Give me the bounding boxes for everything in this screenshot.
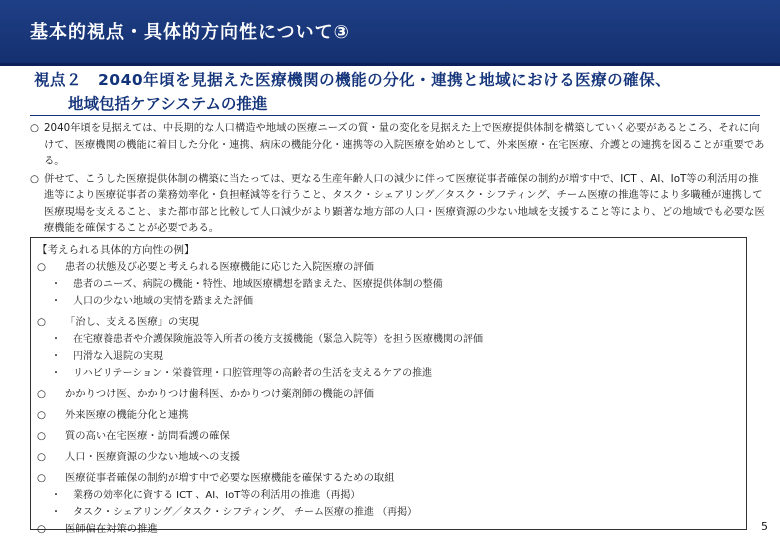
direction-item-text: 外来医療の機能分化と連携 <box>65 409 189 421</box>
intro-paragraph <box>30 120 765 170</box>
directions-box <box>30 237 747 535</box>
intro-section <box>30 120 765 238</box>
direction-item <box>37 407 740 424</box>
direction-sub-item <box>37 365 740 382</box>
direction-item-text: 人口・医療資源の少ない地域への支援 <box>65 451 241 463</box>
sub-bullet-marker: ・ <box>51 368 61 379</box>
direction-sub-item <box>37 504 740 521</box>
direction-item <box>37 386 740 403</box>
intro-paragraph-text: 併せて、こうした医療提供体制の構築に当たっては、更なる生産年齢人口の減少に伴って医療従事者確保の制約が増す中で、ICT 、AI、IoT等の利活用の推進等により医療従事者の業務効率化・負担軽減等を行うこと、タスク・シェアリング／タスク・シフティング、チーム医療の推進等により多職種が連携して医療現場を支えること、また都市部と比較して人口減少がより顕著な地方部の人口・医療資源の少ない地域を支援すること等により、どの地域でも必要な医療機能を確保することが必要である。 <box>44 172 765 234</box>
bullet-marker: ○ <box>37 316 46 328</box>
bullet-marker: ○ <box>37 388 46 400</box>
sub-bullet-marker: ・ <box>51 279 61 290</box>
direction-sub-item <box>37 276 740 293</box>
bullet-marker: ○ <box>30 172 39 185</box>
direction-item <box>37 259 740 276</box>
bullet-marker: ○ <box>37 261 46 273</box>
page-title: 基本的視点・具体的方向性について③ <box>30 22 350 43</box>
bullet-marker: ○ <box>37 451 46 463</box>
direction-item <box>37 314 740 331</box>
direction-item <box>37 521 740 538</box>
sub-bullet-marker: ・ <box>51 507 61 518</box>
direction-item <box>37 449 740 466</box>
bullet-marker: ○ <box>37 472 46 484</box>
page-number: 5 <box>761 520 768 533</box>
direction-sub-item-text: 患者のニーズ、病院の機能・特性、地域医療構想を踏まえた、医療提供体制の整備 <box>73 279 443 290</box>
sub-bullet-marker: ・ <box>51 490 61 501</box>
header-bar <box>0 0 780 63</box>
intro-paragraph <box>30 171 765 237</box>
direction-sub-item <box>37 348 740 365</box>
direction-item <box>37 428 740 445</box>
bullet-marker: ○ <box>37 430 46 442</box>
direction-item-text: 患者の状態及び必要と考えられる医療機能に応じた入院医療の評価 <box>65 261 374 273</box>
direction-sub-item <box>37 487 740 504</box>
direction-sub-item-text: 在宅療養患者や介護保険施設等入所者の後方支援機能（緊急入院等）を担う医療機関の評価 <box>73 334 483 345</box>
sub-bullet-marker: ・ <box>51 334 61 345</box>
direction-sub-item <box>37 293 740 310</box>
subheading <box>34 68 764 116</box>
direction-sub-item-text: 人口の少ない地域の実情を踏まえた評価 <box>73 296 253 307</box>
header-stripe <box>0 63 780 66</box>
direction-item-text: 医療従事者確保の制約が増す中で必要な医療機能を確保するための取組 <box>65 472 395 484</box>
bullet-marker: ○ <box>37 409 46 421</box>
direction-item-text: 「治し、支える医療」の実現 <box>65 316 199 328</box>
subheading-rule <box>30 115 760 116</box>
sub-bullet-marker: ・ <box>51 351 61 362</box>
direction-item <box>37 470 740 487</box>
direction-item-text: かかりつけ医、かかりつけ歯科医、かかりつけ薬剤師の機能の評価 <box>65 388 374 400</box>
intro-paragraph-text: 2040年頃を見据えては、中長期的な人口構造や地域の医療ニーズの質・量の変化を見据えた上で医療提供体制を構築していく必要があるところ、それに向けて、医療機関の機能に着目した分化・連携、病床の機能分化・連携等の入院医療を始めとして、外来医療・在宅医療、介護との連携を図ることが重要である。 <box>44 122 765 167</box>
direction-sub-item-text: 業務の効率化に資する ICT 、AI、IoT等の利活用の推進（再掲） <box>73 490 361 501</box>
directions-title: 【考えられる具体的方向性の例】 <box>37 244 195 256</box>
bullet-marker: ○ <box>37 523 46 535</box>
sub-bullet-marker: ・ <box>51 296 61 307</box>
bullet-marker: ○ <box>30 122 39 134</box>
direction-item-text: 質の高い在宅医療・訪問看護の確保 <box>65 430 230 442</box>
direction-sub-item-text: リハビリテーション・栄養管理・口腔管理等の高齢者の生活を支えるケアの推進 <box>73 368 433 379</box>
direction-sub-item-text: 円滑な入退院の実現 <box>73 351 163 362</box>
direction-sub-item-text: タスク・シェアリング／タスク・シフティング、 チーム医療の推進 （再掲） <box>73 507 418 518</box>
subheading-line-2: 地域包括ケアシステムの推進 <box>68 95 268 113</box>
direction-item-text: 医師偏在対策の推進 <box>65 523 158 535</box>
subheading-line-1: 視点２ 2040年頃を見据えた医療機関の機能の分化・連携と地域における医療の確保、 <box>34 71 672 89</box>
direction-sub-item <box>37 331 740 348</box>
